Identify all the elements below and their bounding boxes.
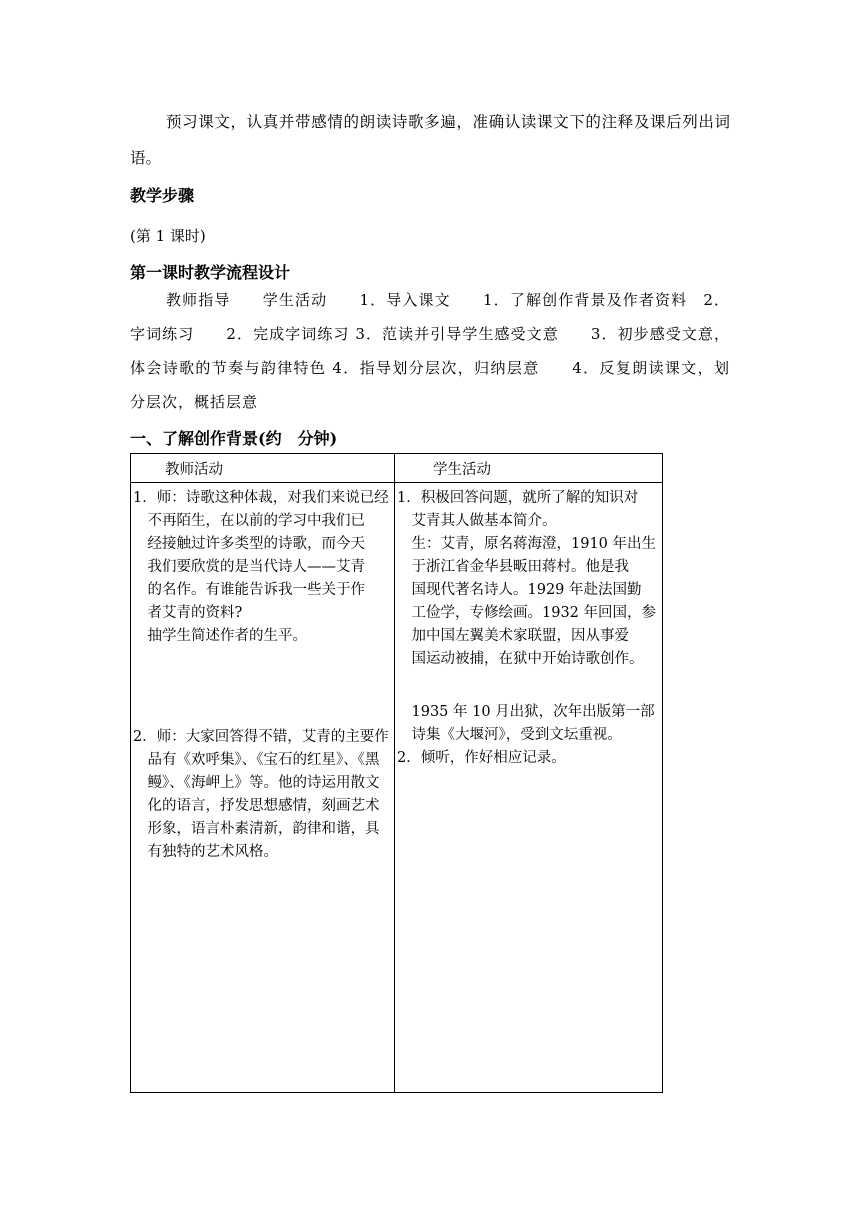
- header-teacher: 教师活动: [131, 454, 395, 483]
- student-line: 于浙江省金华县畈田蒋村。他是我: [397, 559, 629, 575]
- teacher-line: 抽学生简述作者的生平。: [133, 628, 307, 644]
- student-line: 诗集《大堰河》，受到文坛重视。: [397, 727, 622, 743]
- teacher-cell: [131, 483, 395, 1093]
- teacher-line: 化的语言，抒发思想感情，刻画艺术: [133, 798, 380, 814]
- flow-heading: 第一课时教学流程设计: [130, 263, 291, 282]
- teacher-line: 2．师：大家回答得不错，艾青的主要作: [133, 729, 389, 745]
- table-row: [131, 483, 663, 1093]
- header-student: 学生活动: [395, 454, 663, 483]
- student-line: 1．积极回答问题，就所了解的知识对: [397, 490, 639, 506]
- student-line: 生：艾青，原名蒋海澄，1910 年出生: [397, 536, 657, 552]
- teacher-line: 有独特的艺术风格。: [133, 844, 278, 860]
- student-line: 工俭学，专修绘画。1932 年回国，参: [397, 605, 657, 621]
- student-line: 艾青其人做基本简介。: [397, 513, 557, 529]
- student-line: 加中国左翼美术家联盟，因从事爱: [397, 628, 629, 644]
- student-line: 1935 年 10 月出狱，次年出版第一部: [397, 704, 655, 720]
- student-line: 国运动被捕，在狱中开始诗歌创作。: [397, 651, 644, 667]
- table-header-row: [131, 454, 663, 483]
- teacher-line: 我们要欣赏的是当代诗人——艾青: [133, 559, 365, 575]
- steps-heading: 教学步骤: [130, 186, 195, 205]
- teacher-line: 经接触过许多类型的诗歌，而今天: [133, 536, 365, 552]
- flow-text: 教师指导 学生活动 1．导入课文 1．了解创作背景及作者资料 2．字词练习 2．完成字词练习 3．范读并引导学生感受文意 3．初步感受文意，体会诗歌的节奏与韵律特色 4．指导划分层次，归纳层意 4．反复朗读课文，划分层次，概括层意: [130, 291, 730, 411]
- student-line: 国现代著名诗人。1929 年赴法国勤: [397, 582, 642, 598]
- intro-paragraph: 预习课文，认真并带感情的朗读诗歌多遍，准确认读课文下的注释及课后列出词语。: [130, 113, 730, 167]
- teacher-line: 品有《欢呼集》、《宝石的红星》、《黑: [133, 752, 380, 768]
- teacher-line: 形象，语言朴素清新，韵律和谐，具: [133, 821, 380, 837]
- activity-table: [130, 453, 663, 1093]
- teacher-line: 1．师：诗歌这种体裁，对我们来说已经: [133, 490, 389, 506]
- lesson-label: (第 1 课时): [130, 227, 206, 245]
- teacher-line: 不再陌生，在以前的学习中我们已: [133, 513, 365, 529]
- student-cell: [395, 483, 663, 1093]
- teacher-line: 的名作。有谁能告诉我一些关于作: [133, 582, 365, 598]
- teacher-line: 者艾青的资料?: [133, 605, 243, 621]
- teacher-line: 鳗》、《海岬上》等。他的诗运用散文: [133, 775, 380, 791]
- student-line: 2．倾听，作好相应记录。: [397, 750, 566, 766]
- section-title: 一、了解创作背景(约 分钟): [130, 429, 338, 448]
